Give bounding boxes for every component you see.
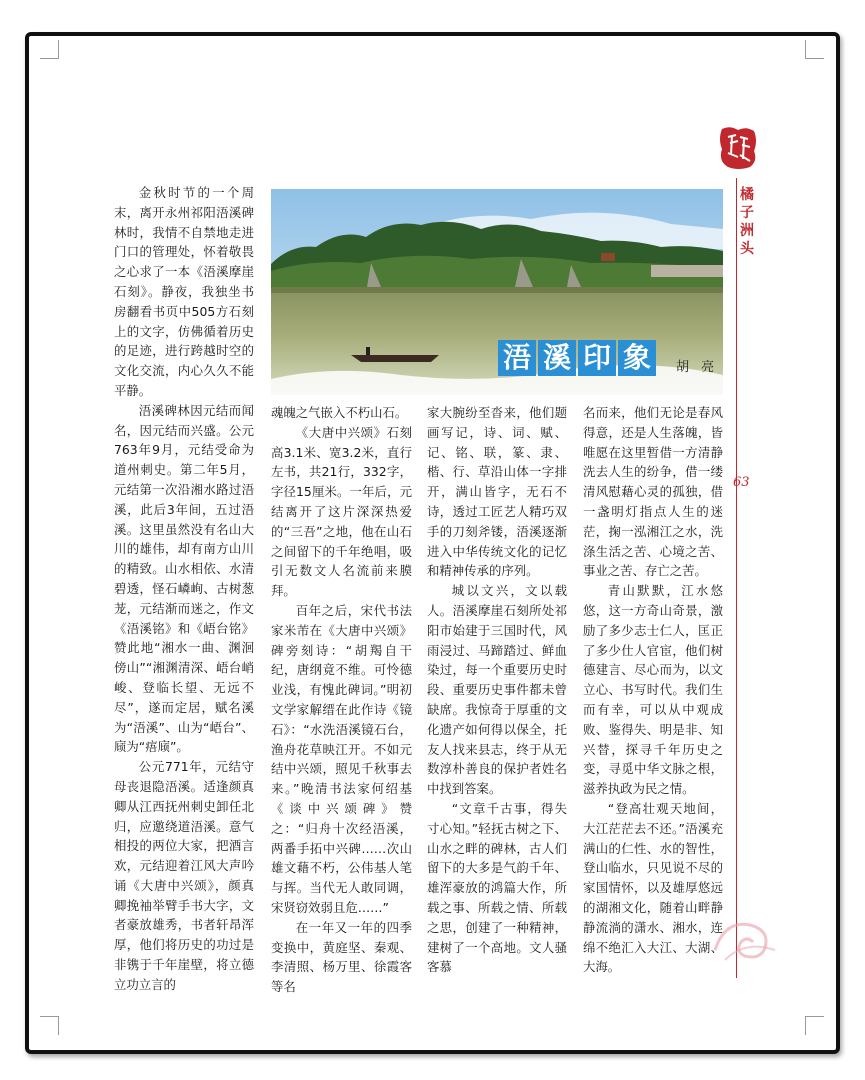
seal-logo-icon <box>716 125 760 171</box>
text-column-4 <box>583 403 723 977</box>
title-char: 溪 <box>538 340 576 376</box>
paragraph: 家大腕纷至沓来，他们题画写记，诗、词、赋、记、铭、联，篆、隶、楷、行、草沿山体一字排开，满山皆字，无石不诗，透过工匠艺人精巧双手的刀刻斧镂，浯溪逐渐进入中华传统文化的记忆和精神传承的序列。 <box>427 405 567 579</box>
crop-mark <box>805 1016 824 1035</box>
paragraph: “登高壮观天地间，大江茫茫去不还。”浯溪充满山的仁性、水的智性，登山临水，只见说不尽的家国情怀，以及雄厚悠远的湖湘文化，随着山畔静静流淌的潇水、湘水，连绵不绝汇入大江、大湖、大海。 <box>583 800 723 975</box>
article-title <box>498 340 656 376</box>
paragraph: 《大唐中兴颂》石刻高3.1米、宽3.2米，直行左书，共21行，332字，字径15厘米。一年后，元结离开了这片深深热爱的“三吾”之地，他在山石之间留下的千年绝唱，吸引无数文人名流前来膜拜。 <box>271 424 412 599</box>
section-title: 橘子洲头 <box>740 187 754 257</box>
title-char: 浯 <box>498 340 536 376</box>
paragraph: 金秋时节的一个周末，离开永州祁阳浯溪碑林时，我情不自禁地走进门口的管理处，怀着敬畏之心求了一本《浯溪摩崖石刻》。静夜，我独坐书房翻看书页中505方石刻上的文字，仿佛循着历史的足迹，进行跨越时空的文化交流，内心久久不能平静。 <box>114 185 254 398</box>
text-column-1 <box>114 183 254 995</box>
title-char: 印 <box>578 340 616 376</box>
section-divider-line <box>736 178 737 978</box>
crop-mark <box>40 40 59 59</box>
page-number: 63 <box>733 475 750 490</box>
text-column-2 <box>271 403 412 997</box>
title-char: 象 <box>618 340 656 376</box>
paragraph: 在一年又一年的四季变换中，黄庭坚、秦观、李清照、杨万里、徐霞客等名 <box>271 919 412 995</box>
article-author: 胡 亮 <box>676 360 719 375</box>
paragraph: “文章千古事，得失寸心知。”轻抚古树之下、山水之畔的碑林，古人们留下的大多是气韵千年、雄浑豪放的鸿篇大作，所载之事、所载之情、所载之思，创建了一种精神，建树了一个高地。文人骚客慕 <box>427 800 567 975</box>
paragraph: 公元771年，元结守母丧退隐浯溪。适逢颜真卿从江西抚州刺史卸任北归，应邀绕道浯溪。意气相投的两位大家，把酒言欢，元结迎着江风大声吟诵《大唐中兴颂》，颜真卿挽袖举臂手书大字，文者豪放雄秀，书者轩昂浑厚，他们将历史的功过是非镌于千年崖壁，将立德立功立言的 <box>114 759 254 992</box>
crop-mark <box>805 40 824 59</box>
text-column-3 <box>427 403 567 977</box>
paragraph: 魂魄之气嵌入不朽山石。 <box>271 405 408 420</box>
crop-mark <box>40 1016 59 1035</box>
paragraph: 城以文兴，文以载人。浯溪摩崖石刻所处祁阳市始建于三国时代，风雨浸过、马蹄踏过、鲜血染过，每一个重要历史时段、重要历史事件都未曾缺席。我惊奇于厚重的文化遗产如何得以保全，托友人找来县志，终于从无数淳朴善良的保护者姓名中找到答案。 <box>427 583 567 797</box>
decorative-wave-icon <box>705 890 785 970</box>
paragraph: 百年之后，宋代书法家米芾在《大唐中兴颂》碑旁刻诗：“胡羯自干纪，唐纲竟不维。可怜德业浅，有愧此碑词。”明初文学家解缙在此作诗《镜石》：“水洗浯溪镜石台，渔舟花草映江开。不如元结中兴颂，照见千秋事去来。”晚清书法家何绍基《谈中兴颂碑》赞之：“归舟十次经浯溪，两番手拓中兴碑……次山雄文藉不朽，公伟基人笔与挥。当代无人敢同调，宋贤窃效弱且危……” <box>271 602 412 915</box>
paragraph: 青山默默，江水悠悠，这一方奇山奇景，激励了多少志士仁人，匡正了多少仕人官宦，他们树德建言、尽心而为，以文立心、书写时代。我们生而有幸，可以从中观成败、鉴得失、明是非、知兴替，探寻千年历史之变，寻觅中华文脉之根，滋养执政为民之情。 <box>583 583 723 797</box>
paragraph: 名而来，他们无论是春风得意，还是人生落魄，皆唯愿在这里暂借一方清静洗去人生的纷争，借一缕清风慰藉心灵的孤独，借一盏明灯指点人生的迷茫，掬一泓湘江之水，洗涤生活之苦、心境之苦、事业之苦、存亡之苦。 <box>583 405 723 579</box>
paragraph: 浯溪碑林因元结而闻名，因元结而兴盛。公元763年9月，元结受命为道州刺史。第二年5月，元结第一次沿湘水路过浯溪，此后3年间，五过浯溪。这里虽然没有名山大川的雄伟，却有南方山川的精致。山水相依、水清碧透，怪石嶙峋、古树葱茏，元结渐而迷之，作文《浯溪铭》和《峿台铭》赞此地“湘水一曲、渊洄傍山”“湘渊清深、峿台峭峻、登临长望、无远不尽”，遂而定居，赋名溪为“浯溪”、山为“峿台”、庼为“痦庼”。 <box>114 402 254 755</box>
